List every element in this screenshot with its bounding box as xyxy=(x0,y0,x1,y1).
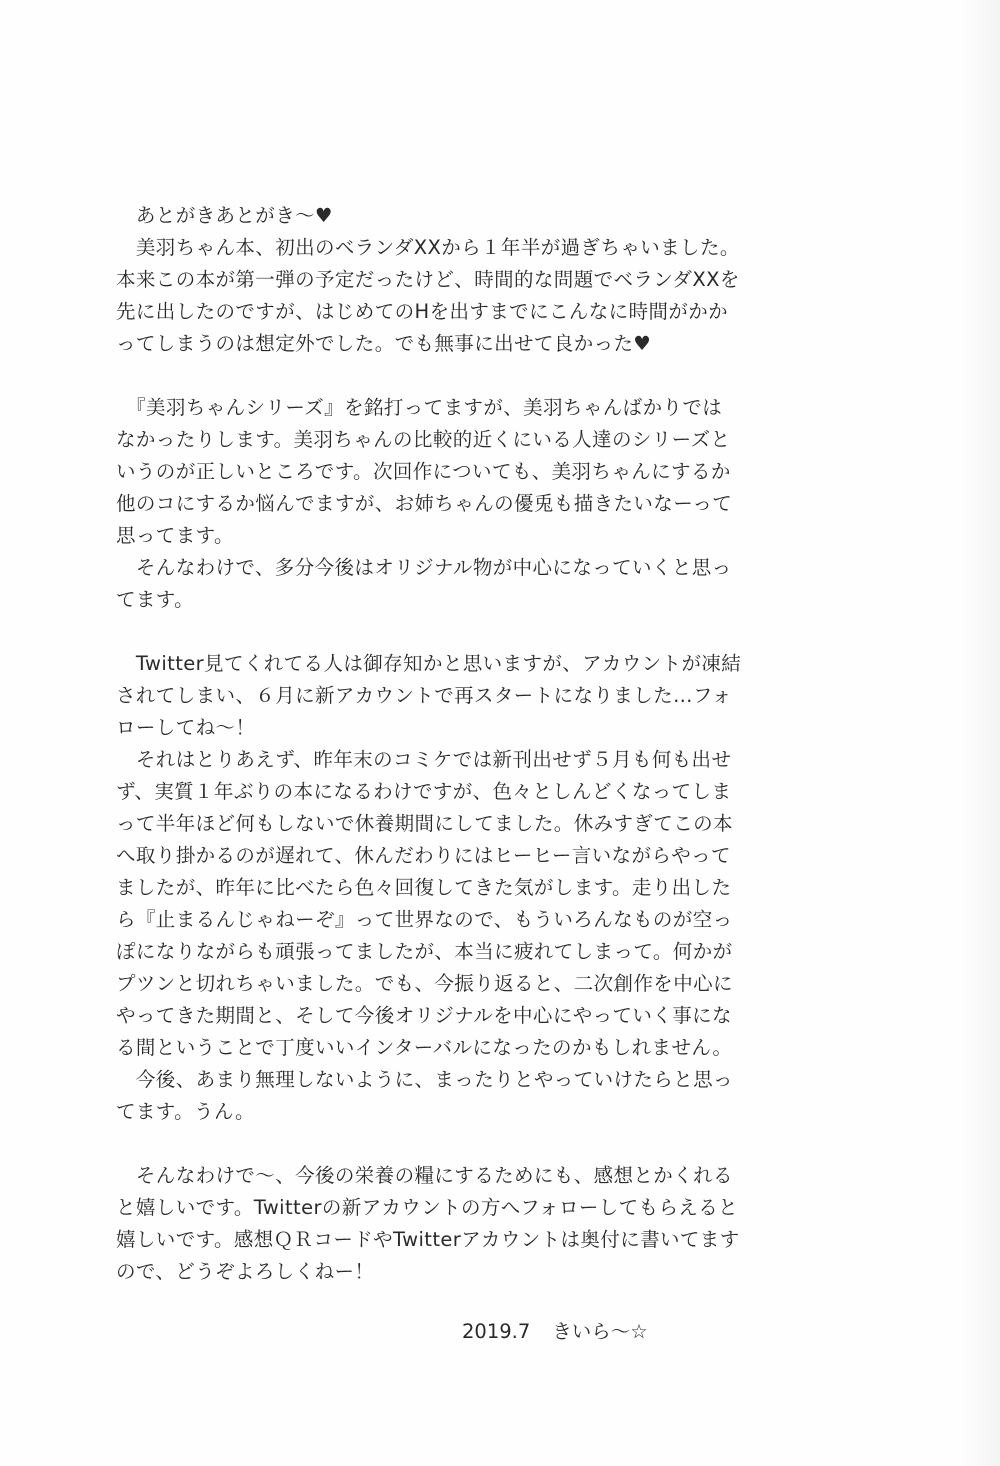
text-line: ローしてね～！ xyxy=(116,716,256,739)
text-line: それはとりあえず、昨年末のコミケでは新刊出せず５月も何も出せ xyxy=(116,748,732,771)
text-line: ら『止まるんじゃねーぞ』って世界なので、もういろんなものが空っ xyxy=(116,908,733,931)
signature-date: 2019.7 xyxy=(462,1320,531,1343)
text-line: プツンと切れちゃいました。でも、今振り返ると、二次創作を中心に xyxy=(116,972,733,995)
text-line: 本来この本が第一弾の予定だったけど、時間的な問題でベランダXXを xyxy=(116,268,740,291)
text-line: されてしまい、６月に新アカウントで再スタートになりました…フォ xyxy=(116,684,732,707)
text-line: ぽになりながらも頑張ってましたが、本当に疲れてしまって。何かが xyxy=(116,940,733,963)
text-line: ので、どうぞよろしくねー！ xyxy=(116,1260,375,1283)
text-line: 他のコにするか悩んでますが、お姉ちゃんの優兎も描きたいなーって xyxy=(116,492,733,515)
text-line: 美羽ちゃん本、初出のベランダXXから１年半が過ぎちゃいました。 xyxy=(116,236,740,259)
text-line: てます。うん。 xyxy=(116,1100,255,1123)
text-line: って半年ほど何もしないで休養期間にしてました。休みすぎてこの本 xyxy=(116,812,733,835)
paragraph-gap xyxy=(116,360,696,392)
text-line: なかったりします。美羽ちゃんの比較的近くにいる人達のシリーズと xyxy=(116,428,731,451)
text-line: 思ってます。 xyxy=(116,524,234,547)
text-line: Twitter見てくれてる人は御存知かと思いますが、アカウントが凍結 xyxy=(116,652,742,675)
text-line: 今後、あまり無理しないように、まったりとやっていけたらと思っ xyxy=(116,1068,733,1091)
text-line: へ取り掛かるのが遅れて、休んだわりにはヒーヒー言いながらやって xyxy=(116,844,731,867)
text-line: と嬉しいです。Twitterの新アカウントの方へフォローしてもらえると xyxy=(116,1196,739,1219)
text-line: そんなわけで～、今後の栄養の糧にするためにも、感想とかくれる xyxy=(116,1164,733,1187)
signature xyxy=(462,1316,648,1348)
text-line: 先に出したのですが、はじめてのHを出すまでにこんなに時間がかか xyxy=(116,300,729,323)
text-line: いうのが正しいところです。次回作についても、美羽ちゃんにするか xyxy=(116,460,731,483)
paragraph-gap xyxy=(116,1128,696,1160)
afterword-text xyxy=(116,200,742,1288)
text-line: てます。 xyxy=(116,588,195,611)
text-line: あとがきあとがき～♥ xyxy=(116,204,333,227)
paragraph-gap xyxy=(116,616,696,648)
page-edge-shadow xyxy=(960,0,1000,1466)
signature-author: きいら～☆ xyxy=(552,1320,648,1343)
text-line: そんなわけで、多分今後はオリジナル物が中心になっていくと思っ xyxy=(116,556,732,579)
text-line: ってしまうのは想定外でした。でも無事に出せて良かった♥ xyxy=(116,332,652,355)
text-line: 嬉しいです。感想ＱＲコードやTwitterアカウントは奥付に書いてます xyxy=(116,1228,740,1251)
text-line: ましたが、昨年に比べたら色々回復してきた気がします。走り出した xyxy=(116,876,732,899)
text-line: 『美羽ちゃんシリーズ』を銘打ってますが、美羽ちゃんばかりでは xyxy=(116,396,723,419)
text-line: やってきた期間と、そして今後オリジナルを中心にやっていく事にな xyxy=(116,1004,732,1027)
text-line: る間ということで丁度いいインターバルになったのかもしれません。 xyxy=(116,1036,733,1059)
text-line: ず、実質１年ぶりの本になるわけですが、色々としんどくなってしま xyxy=(116,780,732,803)
